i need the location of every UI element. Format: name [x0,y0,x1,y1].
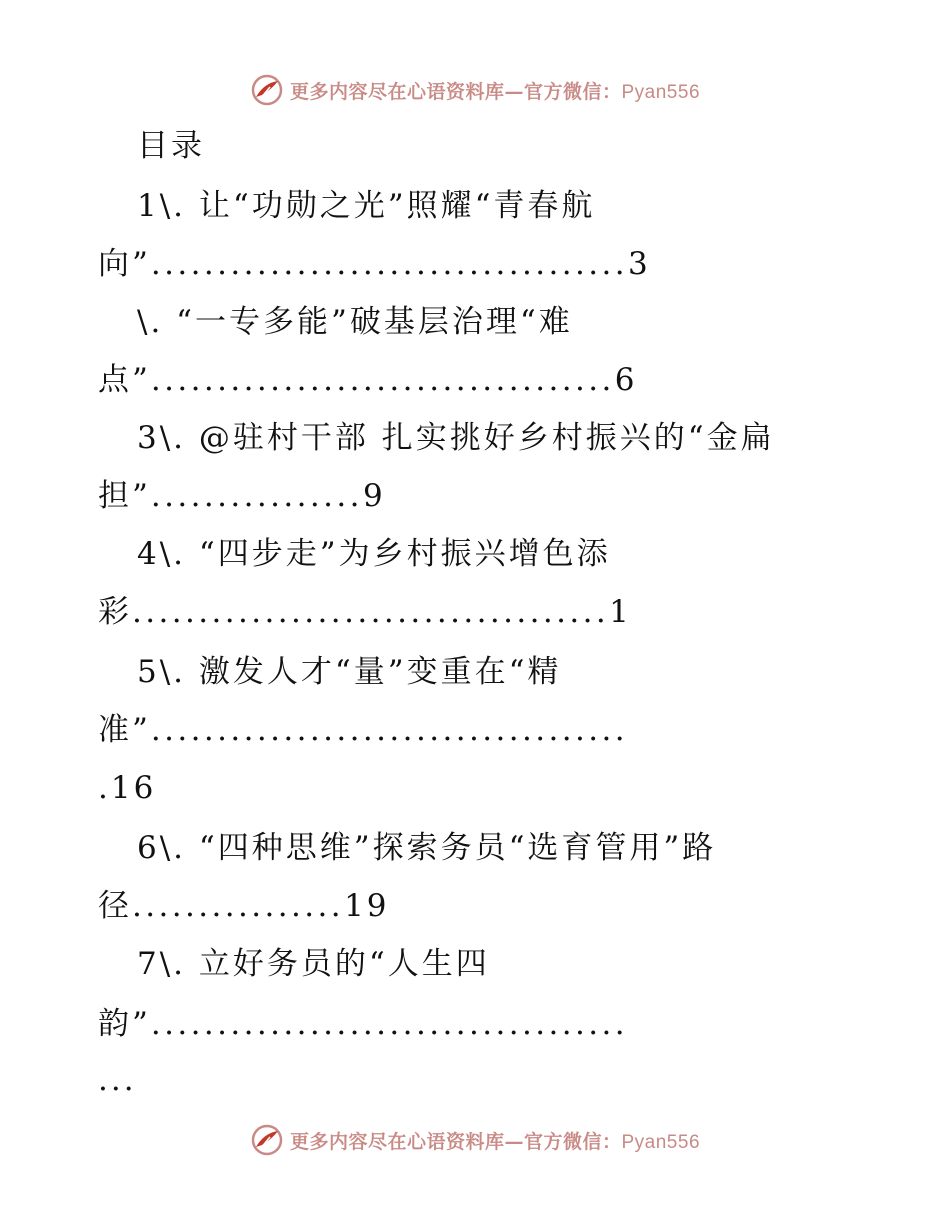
leader-dots: ................................... [150,362,615,398]
leader-dots: .................................... [150,246,629,282]
pen-logo-icon [250,1123,284,1157]
page-number: 9 [362,478,386,514]
toc-entry-6-tail[interactable]: 径................19 [98,888,390,924]
toc-entry-1-tail[interactable]: 向”....................................3 [98,246,651,282]
toc-entry-4-title[interactable]: 4\. “四步走”为乡村振兴增色添 [137,536,611,572]
toc-entry-4-tail[interactable]: 彩....................................1 [98,594,632,630]
pen-logo-icon [250,73,284,107]
watermark-text: 更多内容尽在心语资料库—官方微信：Pyan556 [289,80,701,103]
leader-dots: .................................... [132,594,610,630]
toc-heading: 目录 [137,128,205,164]
toc-entry-5-tail[interactable]: 准”.................................... [98,712,629,748]
toc-entry-3-title[interactable]: 3\. @驻村干部 扎实挑好乡村振兴的“金扁 [137,420,775,456]
toc-entry-3-tail[interactable]: 担”................9 [98,478,386,514]
page-number: 6 [614,362,638,398]
toc-entry-6-title[interactable]: 6\. “四种思维”探索务员“选育管用”路 [137,830,717,866]
leader-dots: .................................... [150,712,629,748]
watermark-banner-bottom [0,1120,950,1160]
toc-entry-5-title[interactable]: 5\. 激发人才“量”变重在“精 [137,654,562,690]
toc-entry-7-tail[interactable]: 韵”.................................... [98,1006,629,1042]
watermark-banner-top [0,70,950,110]
leader-dots: ................ [132,888,345,924]
toc-entry-1-title[interactable]: 1\. 让“功勋之光”照耀“青春航 [137,188,596,224]
leader-dots: .................................... [150,1006,629,1042]
toc-entry-7-continuation[interactable]: ... [98,1062,137,1098]
toc-entry-2-tail[interactable]: 点”...................................6 [98,362,638,398]
page-number: 3 [628,246,651,282]
page-number: 19 [344,888,390,924]
leader-dots: ................ [150,478,363,514]
toc-entry-2-title[interactable]: \. “一专多能”破基层治理“难 [137,304,573,340]
watermark-text: 更多内容尽在心语资料库—官方微信：Pyan556 [289,1130,701,1153]
page-number: 1 [609,594,632,630]
toc-entry-7-title[interactable]: 7\. 立好务员的“人生四 [137,946,490,982]
toc-entry-5-page[interactable]: .16 [98,770,157,806]
